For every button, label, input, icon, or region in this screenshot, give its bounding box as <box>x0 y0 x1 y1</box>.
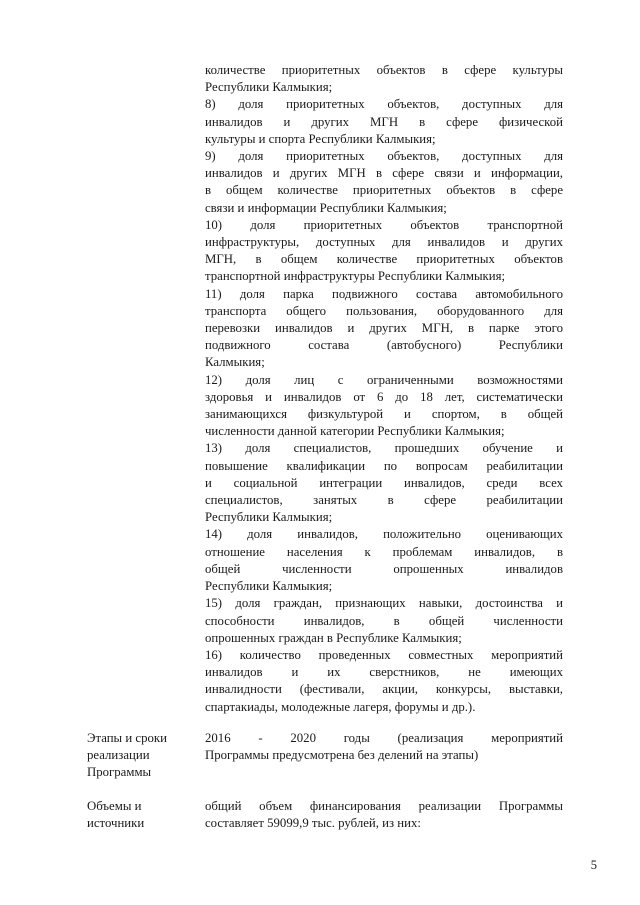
funding-value-line: составляет 59099,9 тыс. рублей, из них: <box>205 816 421 831</box>
indicator-text-line: спартакиады, молодежные лагеря, форумы и др.). <box>205 699 476 714</box>
indicator-text-line: Республики Калмыкия; <box>205 510 333 525</box>
indicator-text-line: Калмыкия; <box>205 355 265 370</box>
indicator-text-line: инвалидности (фестивали, акции, конкурсы, выставки, <box>205 682 563 697</box>
funding-label-line: Объемы и <box>87 799 142 813</box>
indicator-text-line: инвалидов и других МГН в сфере связи и информации, <box>205 166 563 181</box>
stages-value-line: Программы предусмотрена без делений на этапы) <box>205 748 479 763</box>
funding-value-line: общий объем финансирования реализации Программы <box>205 799 563 813</box>
stages-value-line: 2016 - 2020 годы (реализация мероприятий <box>205 731 563 745</box>
indicator-text-line: инвалидов и других МГН в сфере физической <box>205 114 563 129</box>
indicator-text-line: Республики Калмыкия; <box>205 80 333 95</box>
indicator-text-line: инфраструктуры, доступных для инвалидов и других <box>205 235 563 250</box>
funding-label <box>87 798 197 832</box>
indicator-text-line: численности данной категории Республики Калмыкия; <box>205 424 505 439</box>
indicator-text-line: 12) доля лиц с ограниченными возможностями <box>205 372 563 387</box>
indicator-text-line: специалистов, занятых в сфере реабилитации <box>205 493 563 508</box>
indicator-text-line: транспортной инфраструктуры Республики Калмыкия; <box>205 269 506 284</box>
indicator-text-line: 9) доля приоритетных объектов, доступных для <box>205 149 563 164</box>
indicator-text-line: 11) доля парка подвижного состава автомобильного <box>205 286 563 301</box>
indicator-text-line: 15) доля граждан, признающих навыки, достоинства и <box>205 596 563 611</box>
indicator-text-line: в общем количестве приоритетных объектов в сфере <box>205 183 563 198</box>
stages-label-line: реализации <box>87 748 150 763</box>
indicator-text-line: 8) доля приоритетных объектов, доступных для <box>205 97 563 112</box>
indicator-text-line: подвижного состава (автобусного) Республики <box>205 338 563 353</box>
indicators-text <box>205 62 563 716</box>
indicator-text-line: Республики Калмыкия; <box>205 579 333 594</box>
indicator-text-line: 16) количество проведенных совместных мероприятий <box>205 647 563 662</box>
indicator-text-line: повышение квалификации по вопросам реабилитации <box>205 458 563 473</box>
indicator-text-line: опрошенных граждан в Республике Калмыкия; <box>205 630 462 645</box>
indicator-text-line: перевозки инвалидов и других МГН, в парке этого <box>205 321 563 336</box>
stages-label-line: Программы <box>87 765 152 780</box>
funding-value <box>205 798 563 832</box>
indicator-text-line: общей численности опрошенных инвалидов <box>205 561 563 576</box>
indicator-text-line: способности инвалидов, в общей численности <box>205 613 563 628</box>
stages-value <box>205 730 563 764</box>
indicator-text-line: 10) доля приоритетных объектов транспортной <box>205 217 563 232</box>
indicator-text-line: инвалидов и их сверстников, не имеющих <box>205 665 563 680</box>
page-number: 5 <box>590 858 597 872</box>
indicator-text-line: культуры и спорта Республики Калмыкия; <box>205 131 436 146</box>
indicator-text-line: количестве приоритетных объектов в сфере культуры <box>205 63 563 77</box>
indicator-text-line: занимающихся физкультурой и спортом, в общей <box>205 407 563 422</box>
indicator-text-line: транспорта общего пользования, оборудованного для <box>205 303 563 318</box>
indicator-text-line: 14) доля инвалидов, положительно оценивающих <box>205 527 563 542</box>
indicator-text-line: связи и информации Республики Калмыкия; <box>205 200 447 215</box>
stages-label <box>87 730 197 782</box>
indicator-text-line: здоровья и инвалидов от 6 до 18 лет, систематически <box>205 389 563 404</box>
indicator-text-line: и социальной интеграции инвалидов, среди всех <box>205 475 563 490</box>
indicator-text-line: 13) доля специалистов, прошедших обучение и <box>205 441 563 456</box>
stages-label-line: Этапы и сроки <box>87 731 167 745</box>
indicator-text-line: МГН, в общем количестве приоритетных объектов <box>205 252 563 267</box>
indicator-text-line: отношение населения к проблемам инвалидов, в <box>205 544 563 559</box>
funding-label-line: источники <box>87 816 145 831</box>
